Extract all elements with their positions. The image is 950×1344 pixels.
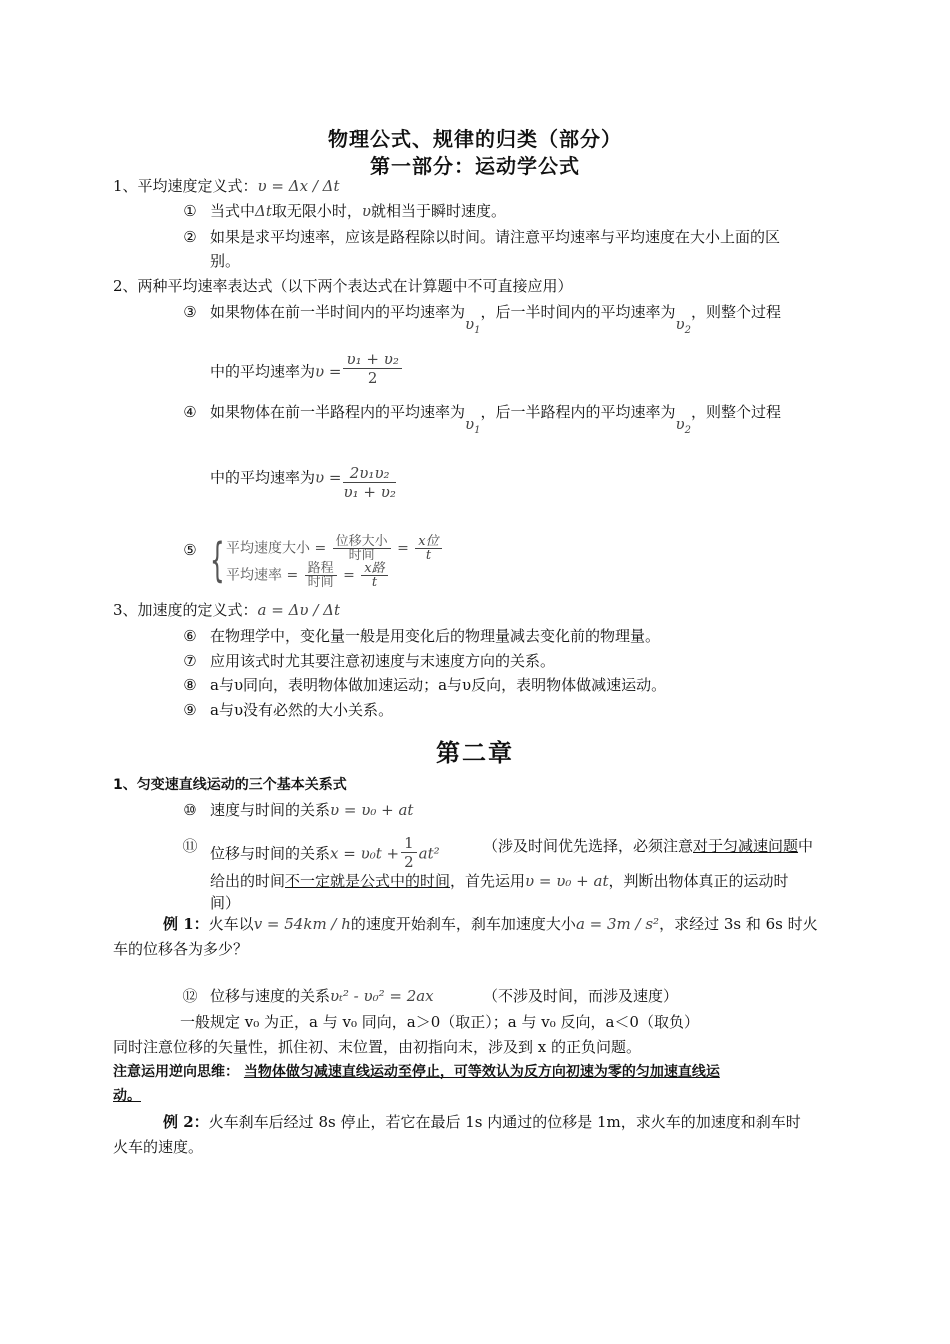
reverse-thinking-note-continuation: 动。	[113, 1088, 141, 1104]
formula-fraction: $\frac{\text{υ₁ + υ₂}}{2}$	[343, 350, 401, 387]
formula-velocity-displacement: υₜ² - υ₀² = 2ax	[330, 987, 434, 1005]
document-title: 物理公式、规律的归类（部分）	[328, 127, 622, 151]
list-item-continuation: 给出的时间不一定就是公式中的时间，首先运用υ = υ₀ + at，判断出物体真正的运动时	[210, 872, 789, 890]
list-item-continuation: 间）	[210, 894, 241, 912]
sign-convention: 一般规定 v₀ 为正，a 与 v₀ 同向，a＞0（取正）；a 与 v₀ 反向，a＜0（取负）	[180, 1013, 699, 1031]
brace-icon: {	[210, 533, 225, 587]
formula-acceleration: a = Δυ / Δt	[257, 601, 340, 619]
chapter-title: 第二章	[436, 739, 514, 767]
heading-average-speed: 2、两种平均速率表达式（以下两个表达式在计算题中不可直接应用）	[113, 277, 573, 295]
heading-acceleration: 3、加速度的定义式：a = Δυ / Δt	[113, 601, 340, 619]
formula-fraction: $\frac{\text{2υ₁υ₂}}{\text{υ₁ + υ₂}}$	[343, 464, 396, 501]
formula-velocity-time: υ = υ₀ + at	[330, 801, 414, 819]
heading-uniform-acceleration: 1、匀变速直线运动的三个基本关系式	[113, 777, 347, 793]
list-item-continuation: 中的平均速率为υ = $\frac{\text{2υ₁υ₂}}{\text{υ₁ + υ₂}}$	[210, 464, 396, 501]
vector-note: 同时注意位移的矢量性，抓住初、末位置，由初指向末，涉及到 x 的正负问题。	[113, 1038, 641, 1056]
heading-average-velocity: 1、平均速度定义式：υ = Δx / Δt	[113, 177, 340, 195]
example-1-continuation: 车的位移各为多少？	[113, 940, 249, 958]
example-1: 例 1：火车以v = 54km / h的速度开始刹车，刹车加速度大小a = 3m / s²，求经过 3s 和 6s 时火	[163, 915, 818, 933]
section-title: 第一部分：运动学公式	[370, 154, 580, 178]
equation-system: { 平均速度大小 = $\frac{\text{位移大小}}{\text{时间}}$ = $\frac{\text{x位}}{t}$ 平均速率 = $\frac{\text{路程}}{\text{时间}}$ = $\frac{\text{x路}}{t}$	[210, 535, 530, 585]
list-item-continuation: 别。	[210, 252, 241, 270]
reverse-thinking-note: 注意运用逆向思维： 当物体做匀减速直线运动至停止，可等效认为反方向初速为零的匀加速直线运	[113, 1064, 720, 1080]
example-2-continuation: 火车的速度。	[113, 1138, 204, 1156]
example-2: 例 2：火车刹车后经过 8s 停止，若它在最后 1s 内通过的位移是 1m，求火车的加速度和刹车时	[163, 1113, 801, 1131]
document-page: 物理公式、规律的归类（部分） 第一部分：运动学公式 1、平均速度定义式：υ = Δx / Δt ① 当式中Δt取无限小时，υ就相当于瞬时速度。 ② 如果是求平均速率，应该是路程除以时间。请注意平均速率与平均速度在大小上面的区 别。 2、两种平均速率表达式（以下两个表达式在计算题中不可直接应用） ③ 如果物体在前一半时间内的平均速率为$\upsilon_1$，后一半时间内的平均速率为$\upsilon_2$，则整个过程 中的平均速率为υ = $\frac{\text{υ₁ + υ₂}}{2}$ ④ 如果物体在前一半路程内的平均速率为$\upsilon_1$，后一半路程内的平均速率为$\upsilon_2$，则整个过程 中的平均速率为υ = $\frac{\text{2υ₁υ₂}}{\text{υ₁ + υ₂}}$ ⑤ { 平均速度大小 = $\frac{\text{位移大小}}{\text{时间}}$ = $\frac{\text{x位}}{t}$ 平均速率 = $\frac{\text{路程}}{\text{时间}}$ = $\frac{\text{x路}}{t}$ 3、加速度的定义式：a = Δυ / Δt ⑥ 在物理学中，变化量一般是用变化后的物理量减去变化前的物理量。 ⑦ 应用该式时尤其要注意初速度与末速度方向的关系。 ⑧ a与υ同向，表明物体做加速运动；a与υ反向，表明物体做减速运动。 ⑨ a与υ没有必然的大小关系。 第二章 1、匀变速直线运动的三个基本关系式 ⑩ 速度与时间的关系υ = υ₀ + at ⑪ 位移与时间的关系x = υ₀t + $\frac{1}{2}$ at² （涉及时间优先选择，必须注意对于匀减速问题中 给出的时间不一定就是公式中的时间，首先运用υ = υ₀ + at，判断出物体真正的运动时 间） 例 1：火车以v = 54km / h的速度开始刹车，刹车加速度大小a = 3m / s²，求经过 3s 和 6s 时火 车的位移各为多少？ ⑫ 位移与速度的关系υₜ² - υ₀² = 2ax （不涉及时间，而涉及速度） 一般规定 v₀ 为正，a 与 v₀ 同向，a＞0（取正）；a 与 v₀ 反向，a＜0（取负） 同时注意位移的矢量性，抓住初、末位置，由初指向末，涉及到 x 的正负问题。 注意运用逆向思维： 当物体做匀减速直线运动至停止，可等效认为反方向初速为零的匀加速直线运 动。 例 2：火车刹车后经过 8s 停止，若它在最后 1s 内通过的位移是 1m，求火车的加速度和刹车时 火车的速度。	[0, 0, 950, 1344]
list-item-continuation: 中的平均速率为υ = $\frac{\text{υ₁ + υ₂}}{2}$	[210, 354, 404, 391]
formula-average-velocity: υ = Δx / Δt	[257, 177, 340, 195]
